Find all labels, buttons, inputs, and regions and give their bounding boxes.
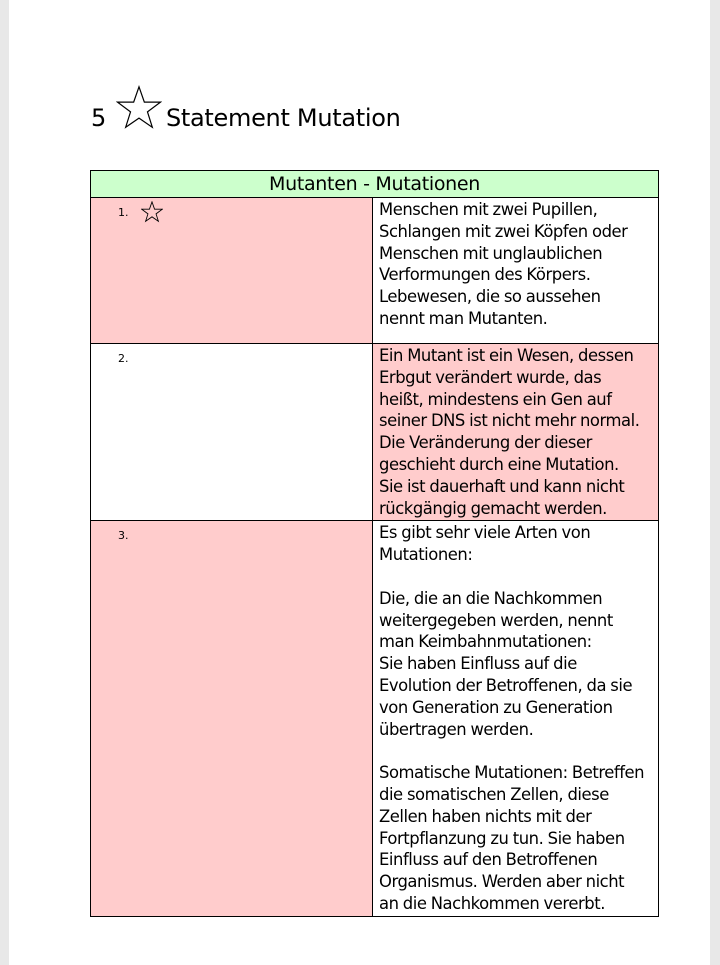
section-heading: [91, 80, 401, 132]
table-row: [91, 521, 659, 916]
star-outline-icon: [116, 84, 162, 132]
statement-text: Es gibt sehr viele Arten von Mutationen: Die, die an die Nachkommen weitergegeben werden, nennt man Keimbahnmutationen: Sie haben Einfluss auf die Evolution der Betroffenen, da sie von Generation zu Generation übertragen werden. Somatische Mutationen: Betreffen die somatischen Zellen, diese Zellen haben nichts mit der Fortpflanzung zu tun. Sie haben Einfluss auf den Betroffenen Organismus. Werden aber nicht an die Nachkommen vererbt.: [379, 523, 645, 913]
answer-cell-2[interactable]: [91, 344, 373, 521]
row-marker: 2.: [118, 352, 129, 365]
statement-cell-1: [373, 198, 659, 344]
mutation-table: [90, 170, 659, 917]
section-number: 5: [91, 104, 106, 132]
document-page: [9, 0, 710, 965]
statement-text: Ein Mutant ist ein Wesen, dessen Erbgut verändert wurde, das heißt, mindestens ein Gen auf seiner DNS ist nicht mehr normal. Die Veränderung der dieser geschieht durch eine Mutation. Sie ist dauerhaft und kann nicht rückgängig gemacht werden.: [379, 346, 640, 518]
section-title: Statement Mutation: [165, 104, 401, 132]
answer-cell-3[interactable]: [91, 521, 373, 916]
row-marker: 1.: [118, 206, 129, 219]
statement-cell-2: [373, 344, 659, 521]
statement-cell-3: [373, 521, 659, 916]
star-outline-icon: [141, 201, 163, 223]
answer-cell-1[interactable]: [91, 198, 373, 344]
table-row: [91, 344, 659, 521]
statement-text: Menschen mit zwei Pupillen, Schlangen mit zwei Köpfen oder Menschen mit unglaublichen Verformungen des Körpers. Lebewesen, die so aussehen nennt man Mutanten.: [379, 200, 628, 328]
table-row: [91, 198, 659, 344]
table-header: Mutanten - Mutationen: [91, 171, 659, 198]
row-marker: 3.: [118, 529, 129, 543]
